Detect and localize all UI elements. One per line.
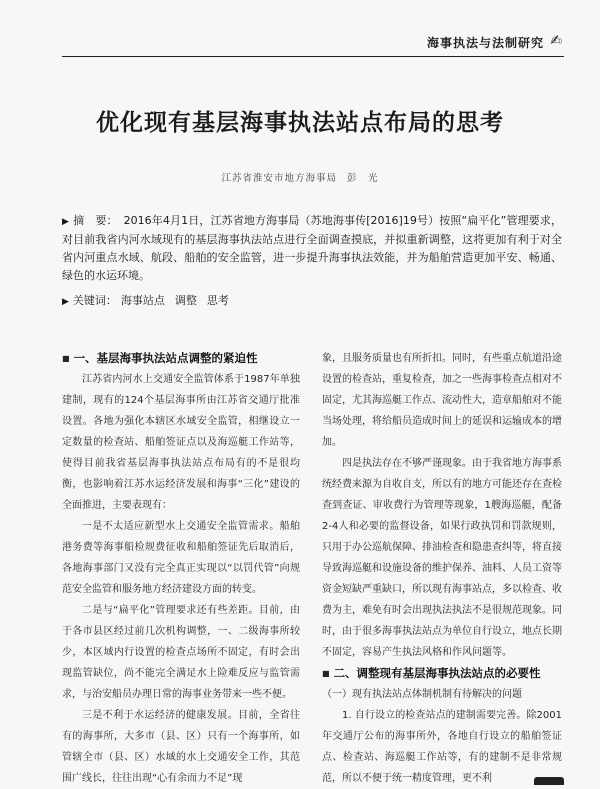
section-heading-2: 二、调整现有基层海事执法站点的必要性 <box>333 666 541 680</box>
keyword: 思考 <box>206 294 229 307</box>
keyword: 海事站点 <box>120 294 165 307</box>
subsection-heading: （一）现有执法站点体制机制有待解决的问题 <box>322 689 522 700</box>
right-column <box>322 348 562 789</box>
paragraph: 二是与“扁平化”管理要求还有些差距。目前，由于各市县区经过前几次机构调整，一、二级海事所较少，本区域内行设置的检查点场所不固定，有时会出现监管缺位，尚不能完全满足水上险难反应与监管需求，与治安船员办理日常的海事业务带来一些不便。 <box>62 605 300 700</box>
paragraph: 一是不太适应新型水上交通安全监管需求。船舶港务费等海事船检规费征收和船舶签证先后取消后，各地海事部门又没有完全真正实现以“以罚代管”向规范安全监管和服务地方经济建设方面的转变。 <box>62 521 300 595</box>
author-line <box>0 170 600 184</box>
paragraph: 1. 自行设立的检查站点的建制需要完善。除2001年交通厅公布的海事所外，各地自行设立的船舶签证点、检查站、海巡艇工作站等，有的建制不是非常规范，所以不便于统一精度管理，更不利 <box>322 710 562 784</box>
triangle-bullet-icon: ▶ <box>62 217 70 227</box>
keyword: 调整 <box>174 294 197 307</box>
keywords-label: 关键词： <box>72 294 117 307</box>
abstract-text: 2016年4月1日，江苏省地方海事局（苏地海事传[2016]19号）按照“扁平化”管理要求，对目前我省内河水域现有的基层海事执法站点进行全面调查摸底，并拟重新调整，这将更加有利于对全省内河重点水域、航段、船舶的安全监管，进一步提升海事执法效能，并为船舶营造更加平安、畅通、绿色的水运环境。 <box>62 214 563 282</box>
section-heading-1: 一、基层海事执法站点调整的紧迫性 <box>73 351 258 365</box>
paragraph: 四是执法存在不够严谨现象。由于我省地方海事系统经费来源为自收自支，所以有的地方可能还存在查检查到查证、审收费行为管理等现象，1艘海巡艇，配备2-4人和必要的监督设备，如果行政执罚和罚款规则，只用于办公巡航保障、排油检查和隐患查纠等，将直接导致海巡艇和设施设备的维护保养、油料、人员工资等资金短缺严重缺口，所以现有海事站点，多以检查、收费为主，难免有时会出现执法执法不是很规范现象。同时，由于很多海事执法站点为单位自行设立，地点长期不固定，容易产生执法风格和作风问题等。 <box>322 458 562 658</box>
triangle-bullet-icon: ▶ <box>62 297 69 307</box>
abstract-label: 摘 要： <box>73 214 118 227</box>
header-rule <box>62 56 564 57</box>
author-org: 江苏省淮安市地方海事局 <box>221 173 337 184</box>
square-bullet-icon: ■ <box>62 354 70 363</box>
paragraph: 江苏省内河水上交通安全监管体系于1987年单独建制，现有的124个基层海事所由江苏省交通厅批准设置。各地为强化本辖区水域安全监管，相继设立一定数量的检查站、船舶签证点以及海巡艇工作站等，使得目前我省基层海事执法站点布局有的不是很均衡，也影响着江苏水运经济发展和海事“三化”建设的全面推进，主要表现有： <box>62 374 300 511</box>
keywords <box>62 293 239 310</box>
author-name: 彭 光 <box>347 173 379 184</box>
page-number-mark <box>534 777 564 785</box>
paragraph: 象，且服务质量也有所折扣。同时，有些重点航道沿途设置的检查站，重复检查，加之一些海事检查点相对不固定，尤其海巡艇工作点、流动性大，造章船舶对不能当场处理，将给船员造成时间上的延误和运输成本的增加。 <box>322 353 562 448</box>
square-bullet-icon: ■ <box>322 669 330 678</box>
abstract <box>62 212 562 285</box>
left-column <box>62 348 300 789</box>
pen-icon: ✍ <box>550 33 562 49</box>
paragraph: 三是不利于水运经济的健康发展。目前，全省往有的海事所，大多市（县、区）只有一个海事所，如管辖全市（县、区）水域的水上交通安全工作，其范围广线长，往往出现“心有余而力不足”现 <box>62 710 300 784</box>
article-title: 优化现有基层海事执法站点布局的思考 <box>96 110 504 136</box>
section-header: 海事执法与法制研究 <box>426 36 544 50</box>
